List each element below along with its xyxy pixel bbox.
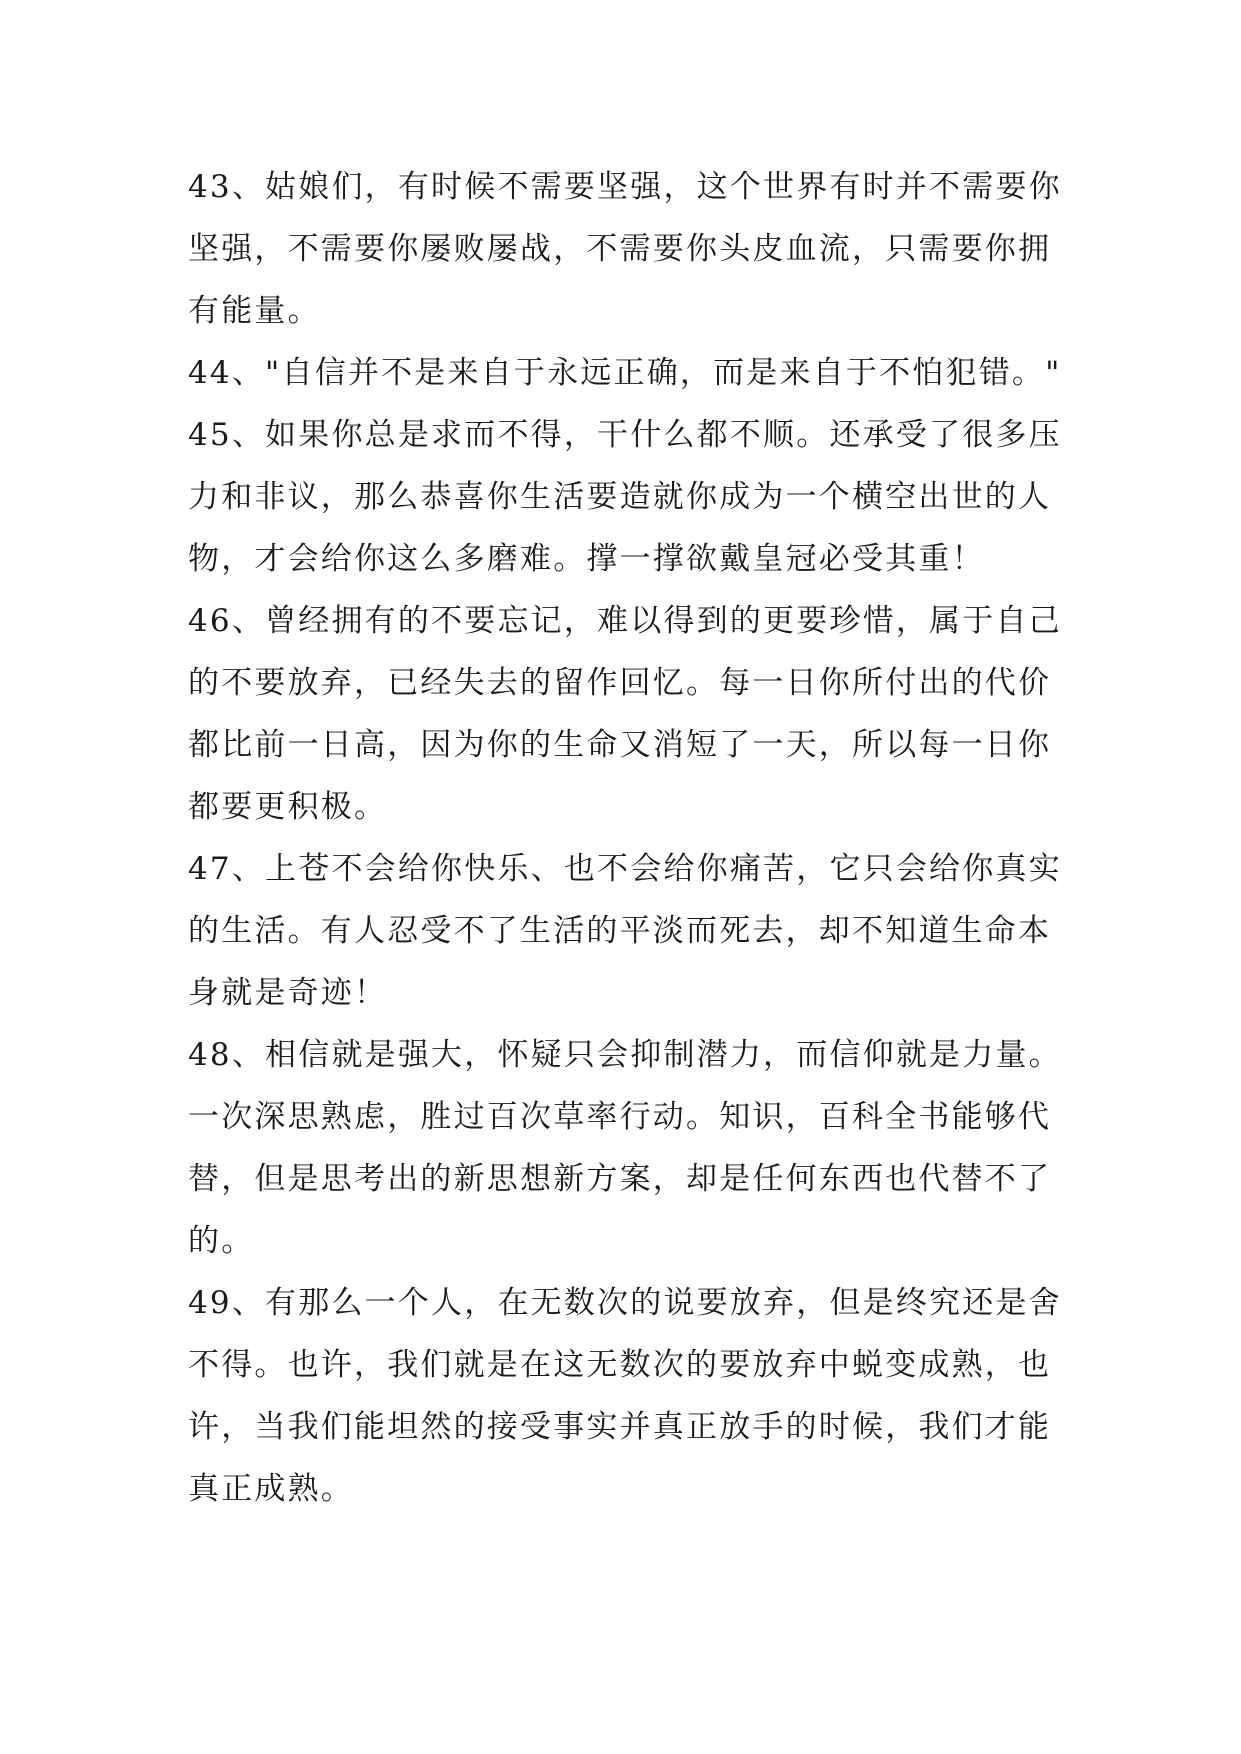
text-line: 都要更积极。 [188,789,388,825]
text-line: 物，才会给你这么多磨难。撑一撑欲戴皇冠必受其重！ [188,541,985,577]
text-line: 身就是奇迹！ [188,975,388,1011]
text-line: 44、"自信并不是来自于永远正确，而是来自于不怕犯错。" [188,355,1062,391]
text-line: 坚强，不需要你屡败屡战，不需要你头皮血流，只需要你拥 [188,231,1052,267]
text-line: 都比前一日高，因为你的生命又消短了一天，所以每一日你 [188,727,1052,763]
text-line: 的不要放弃，已经失去的留作回忆。每一日你所付出的代价 [188,665,1052,701]
text-line: 46、曾经拥有的不要忘记，难以得到的更要珍惜，属于自己 [188,603,1062,639]
text-line: 49、有那么一个人，在无数次的说要放弃，但是终究还是舍 [188,1285,1062,1321]
text-line: 的。 [188,1223,255,1259]
text-line: 一次深思熟虑，胜过百次草率行动。知识，百科全书能够代 [188,1099,1052,1135]
text-line: 真正成熟。 [188,1471,354,1507]
text-line: 45、如果你总是求而不得，干什么都不顺。还承受了很多压 [188,417,1062,453]
text-line: 47、上苍不会给你快乐、也不会给你痛苦，它只会给你真实 [188,851,1062,887]
text-line: 的生活。有人忍受不了生活的平淡而死去，却不知道生命本 [188,913,1052,949]
text-line: 不得。也许，我们就是在这无数次的要放弃中蜕变成熟，也 [188,1347,1052,1383]
text-line: 有能量。 [188,293,321,329]
text-line: 48、相信就是强大，怀疑只会抑制潜力，而信仰就是力量。 [188,1037,1062,1073]
text-line: 许，当我们能坦然的接受事实并真正放手的时候，我们才能 [188,1409,1052,1445]
document-body [188,156,1068,1520]
text-line: 力和非议，那么恭喜你生活要造就你成为一个横空出世的人 [188,479,1052,515]
text-line: 替，但是思考出的新思想新方案，却是任何东西也代替不了 [188,1161,1052,1197]
text-line: 43、姑娘们，有时候不需要坚强，这个世界有时并不需要你 [188,169,1062,205]
